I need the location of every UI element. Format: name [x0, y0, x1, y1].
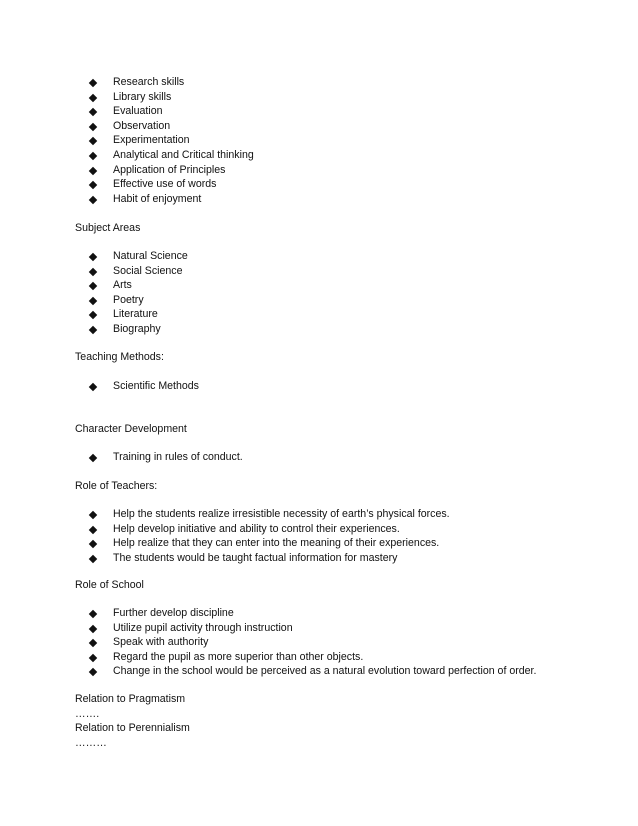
bullet-icon [89, 639, 97, 647]
bullet-icon [89, 166, 97, 174]
list-item: Speak with authority [0, 635, 536, 650]
list-item: Poetry [0, 293, 188, 308]
list-item: The students would be taught factual information for mastery [0, 551, 450, 566]
bullet-icon [89, 181, 97, 189]
list-item: Help realize that they can enter into the meaning of their experiences. [0, 536, 450, 551]
placeholder-dots: ……. [75, 708, 100, 720]
list-item: Natural Science [0, 249, 188, 264]
list-item: Help develop initiative and ability to control their experiences. [0, 522, 450, 537]
list-item: Change in the school would be perceived as a natural evolution toward perfection of order. [0, 664, 536, 679]
bullet-icon [89, 383, 97, 391]
bullet-icon [89, 152, 97, 160]
skills-list [0, 75, 254, 206]
list-item: Utilize pupil activity through instruction [0, 621, 536, 636]
bullet-icon [89, 540, 97, 548]
section-heading-character-development: Character Development [75, 423, 187, 435]
bullet-icon [89, 267, 97, 275]
list-item: Habit of enjoyment [0, 192, 254, 207]
bullet-icon [89, 282, 97, 290]
list-item: Research skills [0, 75, 254, 90]
bullet-icon [89, 108, 97, 116]
list-item: Library skills [0, 90, 254, 105]
list-item: Analytical and Critical thinking [0, 148, 254, 163]
list-item: Biography [0, 322, 188, 337]
section-heading-role-of-school: Role of School [75, 579, 144, 591]
list-item: Arts [0, 278, 188, 293]
role-of-school-list [0, 606, 536, 679]
bullet-icon [89, 93, 97, 101]
list-item: Training in rules of conduct. [0, 450, 243, 465]
section-heading-teaching-methods: Teaching Methods: [75, 351, 164, 363]
list-item: Effective use of words [0, 177, 254, 192]
list-item: Further develop discipline [0, 606, 536, 621]
list-item: Literature [0, 307, 188, 322]
section-heading-relation-pragmatism: Relation to Pragmatism [75, 693, 186, 705]
bullet-icon [89, 311, 97, 319]
section-heading-relation-perennialism: Relation to Perennialism [75, 722, 190, 734]
bullet-icon [89, 668, 97, 676]
section-heading-role-of-teachers: Role of Teachers: [75, 480, 158, 492]
list-item: Regard the pupil as more superior than other objects. [0, 650, 536, 665]
bullet-icon [89, 511, 97, 519]
list-item: Evaluation [0, 104, 254, 119]
section-heading-subject-areas: Subject Areas [75, 222, 141, 234]
role-of-teachers-list [0, 507, 450, 565]
list-item: Scientific Methods [0, 379, 199, 394]
bullet-icon [89, 555, 97, 563]
list-item: Observation [0, 119, 254, 134]
bullet-icon [89, 654, 97, 662]
list-item: Application of Principles [0, 163, 254, 178]
teaching-methods-list [0, 379, 199, 394]
bullet-icon [89, 454, 97, 462]
character-development-list [0, 450, 243, 465]
bullet-icon [89, 610, 97, 618]
bullet-icon [89, 253, 97, 261]
bullet-icon [89, 525, 97, 533]
subject-areas-list [0, 249, 188, 337]
bullet-icon [89, 79, 97, 87]
bullet-icon [89, 196, 97, 204]
list-item: Experimentation [0, 133, 254, 148]
list-item: Social Science [0, 264, 188, 279]
bullet-icon [89, 624, 97, 632]
placeholder-dots: ……… [75, 737, 107, 749]
bullet-icon [89, 123, 97, 131]
bullet-icon [89, 297, 97, 305]
list-item: Help the students realize irresistible necessity of earth’s physical forces. [0, 507, 450, 522]
bullet-icon [89, 326, 97, 334]
bullet-icon [89, 137, 97, 145]
